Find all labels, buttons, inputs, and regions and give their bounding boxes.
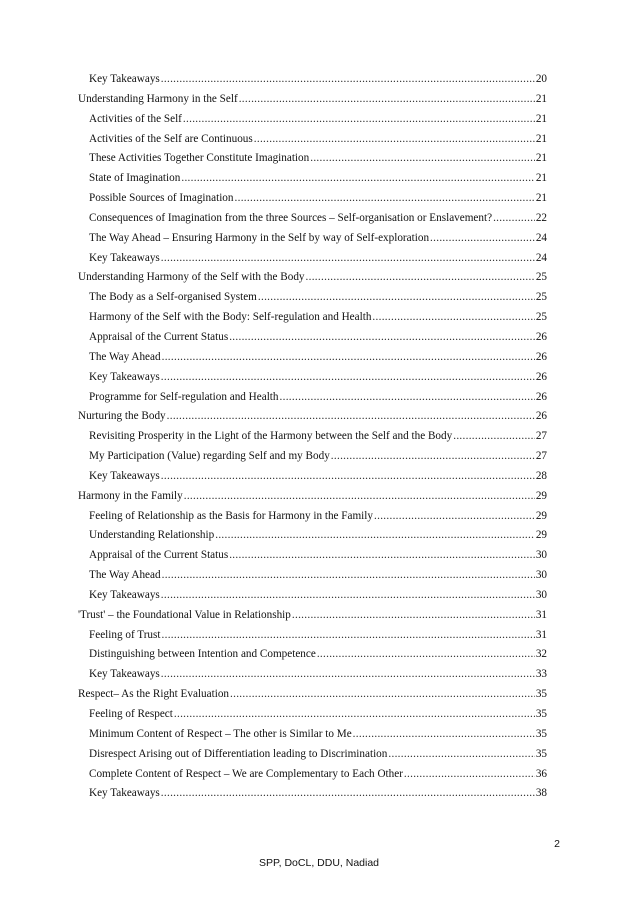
toc-entry[interactable]	[78, 668, 547, 688]
toc-entry-page: 26	[535, 330, 547, 343]
toc-entry[interactable]	[78, 291, 547, 311]
toc-entry-page: 29	[535, 509, 547, 522]
toc-dot-leader	[404, 768, 535, 780]
toc-entry[interactable]	[78, 152, 547, 172]
toc-entry-title: Programme for Self-regulation and Health	[89, 390, 279, 403]
table-of-contents	[78, 73, 547, 807]
toc-entry-page: 28	[535, 469, 547, 482]
toc-entry-page: 31	[535, 628, 547, 641]
toc-entry[interactable]	[78, 311, 547, 331]
toc-dot-leader	[353, 728, 535, 740]
toc-entry[interactable]	[78, 787, 547, 807]
toc-entry-page: 36	[535, 767, 547, 780]
toc-entry-page: 26	[535, 390, 547, 403]
toc-entry[interactable]	[78, 172, 547, 192]
toc-entry-title: Minimum Content of Respect – The other is Similar to Me	[89, 727, 352, 740]
toc-entry-title: The Way Ahead	[89, 350, 161, 363]
toc-dot-leader	[161, 470, 535, 482]
toc-entry-page: 29	[535, 489, 547, 502]
toc-entry-page: 26	[535, 350, 547, 363]
toc-dot-leader	[161, 787, 535, 799]
page-number: 2	[554, 838, 560, 850]
toc-entry-title: Complete Content of Respect – We are Complementary to Each Other	[89, 767, 403, 780]
toc-dot-leader	[161, 371, 535, 383]
toc-entry-title: My Participation (Value) regarding Self and my Body	[89, 450, 330, 463]
toc-entry[interactable]	[78, 133, 547, 153]
toc-entry-title: Understanding Harmony in the Self	[78, 92, 238, 105]
toc-entry-title: Key Takeaways	[89, 251, 160, 264]
toc-entry-page: 26	[535, 410, 547, 423]
toc-entry[interactable]	[78, 748, 547, 768]
toc-dot-leader	[183, 113, 535, 125]
toc-entry-page: 38	[535, 787, 547, 800]
toc-entry-page: 31	[535, 608, 547, 621]
toc-entry-page: 21	[535, 92, 547, 105]
toc-entry-title: Revisiting Prosperity in the Light of the Harmony between the Self and the Body	[89, 430, 453, 443]
toc-entry-title: The Body as a Self-organised System	[89, 291, 257, 304]
toc-entry-title: Feeling of Respect	[89, 708, 173, 720]
toc-dot-leader	[162, 569, 535, 581]
toc-dot-leader	[292, 609, 535, 621]
toc-dot-leader	[254, 133, 535, 145]
toc-dot-leader	[453, 430, 535, 442]
toc-dot-leader	[161, 73, 535, 85]
toc-entry[interactable]	[78, 589, 547, 609]
toc-dot-leader	[230, 688, 535, 700]
toc-entry[interactable]	[78, 569, 547, 589]
toc-entry-title: Consequences of Imagination from the three Sources – Self-organisation or Enslavement?	[89, 211, 493, 224]
toc-dot-leader	[239, 93, 535, 105]
toc-entry-page: 35	[535, 688, 547, 701]
toc-dot-leader	[430, 232, 535, 244]
toc-entry[interactable]	[78, 351, 547, 371]
toc-entry[interactable]	[78, 529, 547, 549]
toc-entry-title: Understanding Harmony of the Self with the Body	[78, 271, 305, 284]
toc-entry-page: 25	[535, 271, 547, 284]
toc-dot-leader	[181, 172, 534, 184]
toc-entry[interactable]	[78, 410, 547, 430]
toc-dot-leader	[215, 529, 535, 541]
toc-entry[interactable]	[78, 73, 547, 93]
toc-entry-title: Key Takeaways	[89, 469, 160, 482]
toc-entry[interactable]	[78, 688, 547, 708]
toc-entry-title: Activities of the Self	[89, 112, 182, 125]
toc-entry-page: 30	[535, 549, 547, 562]
toc-entry[interactable]	[78, 212, 547, 232]
toc-entry-title: Key Takeaways	[89, 787, 160, 800]
toc-dot-leader	[229, 331, 535, 343]
toc-dot-leader	[184, 490, 535, 502]
toc-entry[interactable]	[78, 708, 547, 728]
toc-entry-page: 21	[535, 192, 547, 205]
toc-entry-title: Harmony in the Family	[78, 489, 183, 502]
toc-entry[interactable]	[78, 470, 547, 490]
toc-dot-leader	[235, 192, 535, 204]
toc-entry[interactable]	[78, 648, 547, 668]
toc-dot-leader	[161, 668, 535, 680]
toc-entry-page: 32	[535, 648, 547, 661]
toc-dot-leader	[372, 311, 534, 323]
toc-entry-title: Respect– As the Right Evaluation	[78, 688, 230, 701]
toc-entry-title: Disrespect Arising out of Differentiation leading to Discrimination	[89, 747, 388, 760]
toc-entry-page: 25	[535, 311, 547, 324]
toc-entry-title: The Way Ahead – Ensuring Harmony in the Self by way of Self-exploration	[89, 231, 430, 244]
toc-entry[interactable]	[78, 629, 547, 649]
toc-entry-title: Feeling of Relationship as the Basis for Harmony in the Family	[89, 509, 373, 522]
toc-entry[interactable]	[78, 728, 547, 748]
toc-dot-leader	[317, 648, 535, 660]
toc-entry-title: Feeling of Trust	[89, 628, 161, 641]
toc-entry-title: State of Imagination	[89, 172, 181, 185]
toc-dot-leader	[306, 271, 535, 283]
toc-entry[interactable]	[78, 271, 547, 291]
toc-entry-title: Understanding Relationship	[89, 529, 215, 542]
toc-dot-leader	[162, 629, 535, 641]
toc-dot-leader	[174, 708, 535, 720]
toc-entry-page: 26	[535, 370, 547, 383]
toc-entry[interactable]	[78, 391, 547, 411]
toc-entry-title: Appraisal of the Current Status	[89, 330, 229, 343]
toc-entry-page: 35	[535, 747, 547, 760]
toc-entry-title: Possible Sources of Imagination	[89, 192, 234, 205]
toc-entry-title: Appraisal of the Current Status	[89, 549, 229, 562]
toc-entry-page: 22	[535, 211, 547, 224]
toc-dot-leader	[331, 450, 535, 462]
toc-entry[interactable]	[78, 549, 547, 569]
toc-dot-leader	[161, 589, 535, 601]
toc-entry-page: 24	[535, 251, 547, 264]
toc-entry-title: Nurturing the Body	[78, 410, 166, 423]
toc-entry-title: Activities of the Self are Continuous	[89, 132, 253, 145]
toc-dot-leader	[310, 152, 535, 164]
toc-entry-page: 27	[535, 450, 547, 463]
toc-entry[interactable]	[78, 113, 547, 133]
toc-entry-page: 35	[535, 708, 547, 720]
toc-entry-title: 'Trust' – the Foundational Value in Relationship	[78, 608, 291, 621]
toc-entry-title: Distinguishing between Intention and Competence	[89, 648, 316, 661]
toc-entry-title: Harmony of the Self with the Body: Self-regulation and Health	[89, 311, 372, 324]
toc-entry-title: Key Takeaways	[89, 73, 160, 85]
toc-dot-leader	[280, 391, 535, 403]
toc-entry-page: 21	[535, 112, 547, 125]
toc-entry[interactable]	[78, 192, 547, 212]
toc-entry-page: 20	[535, 73, 547, 85]
toc-entry-page: 24	[535, 231, 547, 244]
toc-dot-leader	[493, 212, 535, 224]
toc-dot-leader	[229, 549, 535, 561]
page-footer: SPP, DoCL, DDU, Nadiad	[258, 857, 380, 869]
toc-entry[interactable]	[78, 510, 547, 530]
toc-entry-page: 35	[535, 727, 547, 740]
toc-entry-page: 21	[535, 172, 547, 185]
toc-entry-title: These Activities Together Constitute Imagination	[89, 152, 310, 165]
toc-entry[interactable]	[78, 252, 547, 272]
toc-entry-title: Key Takeaways	[89, 588, 160, 601]
toc-entry[interactable]	[78, 768, 547, 788]
toc-entry-page: 25	[535, 291, 547, 304]
toc-entry-page: 27	[535, 430, 547, 443]
toc-entry[interactable]	[78, 371, 547, 391]
toc-dot-leader	[167, 410, 535, 422]
toc-dot-leader	[374, 510, 535, 522]
toc-entry[interactable]	[78, 430, 547, 450]
toc-entry-page: 30	[535, 569, 547, 582]
toc-entry[interactable]	[78, 93, 547, 113]
toc-dot-leader	[258, 291, 535, 303]
toc-dot-leader	[162, 351, 535, 363]
toc-entry-title: Key Takeaways	[89, 668, 160, 681]
toc-entry[interactable]	[78, 450, 547, 470]
toc-entry[interactable]	[78, 609, 547, 629]
toc-entry-page: 33	[535, 668, 547, 681]
toc-entry-page: 21	[535, 152, 547, 165]
toc-entry-title: Key Takeaways	[89, 370, 160, 383]
toc-entry-page: 21	[535, 132, 547, 145]
toc-dot-leader	[161, 252, 535, 264]
toc-entry[interactable]	[78, 331, 547, 351]
toc-entry[interactable]	[78, 490, 547, 510]
toc-entry-page: 30	[535, 588, 547, 601]
toc-dot-leader	[388, 748, 534, 760]
toc-entry[interactable]	[78, 232, 547, 252]
toc-entry-page: 29	[535, 529, 547, 542]
toc-entry-title: The Way Ahead	[89, 569, 161, 582]
